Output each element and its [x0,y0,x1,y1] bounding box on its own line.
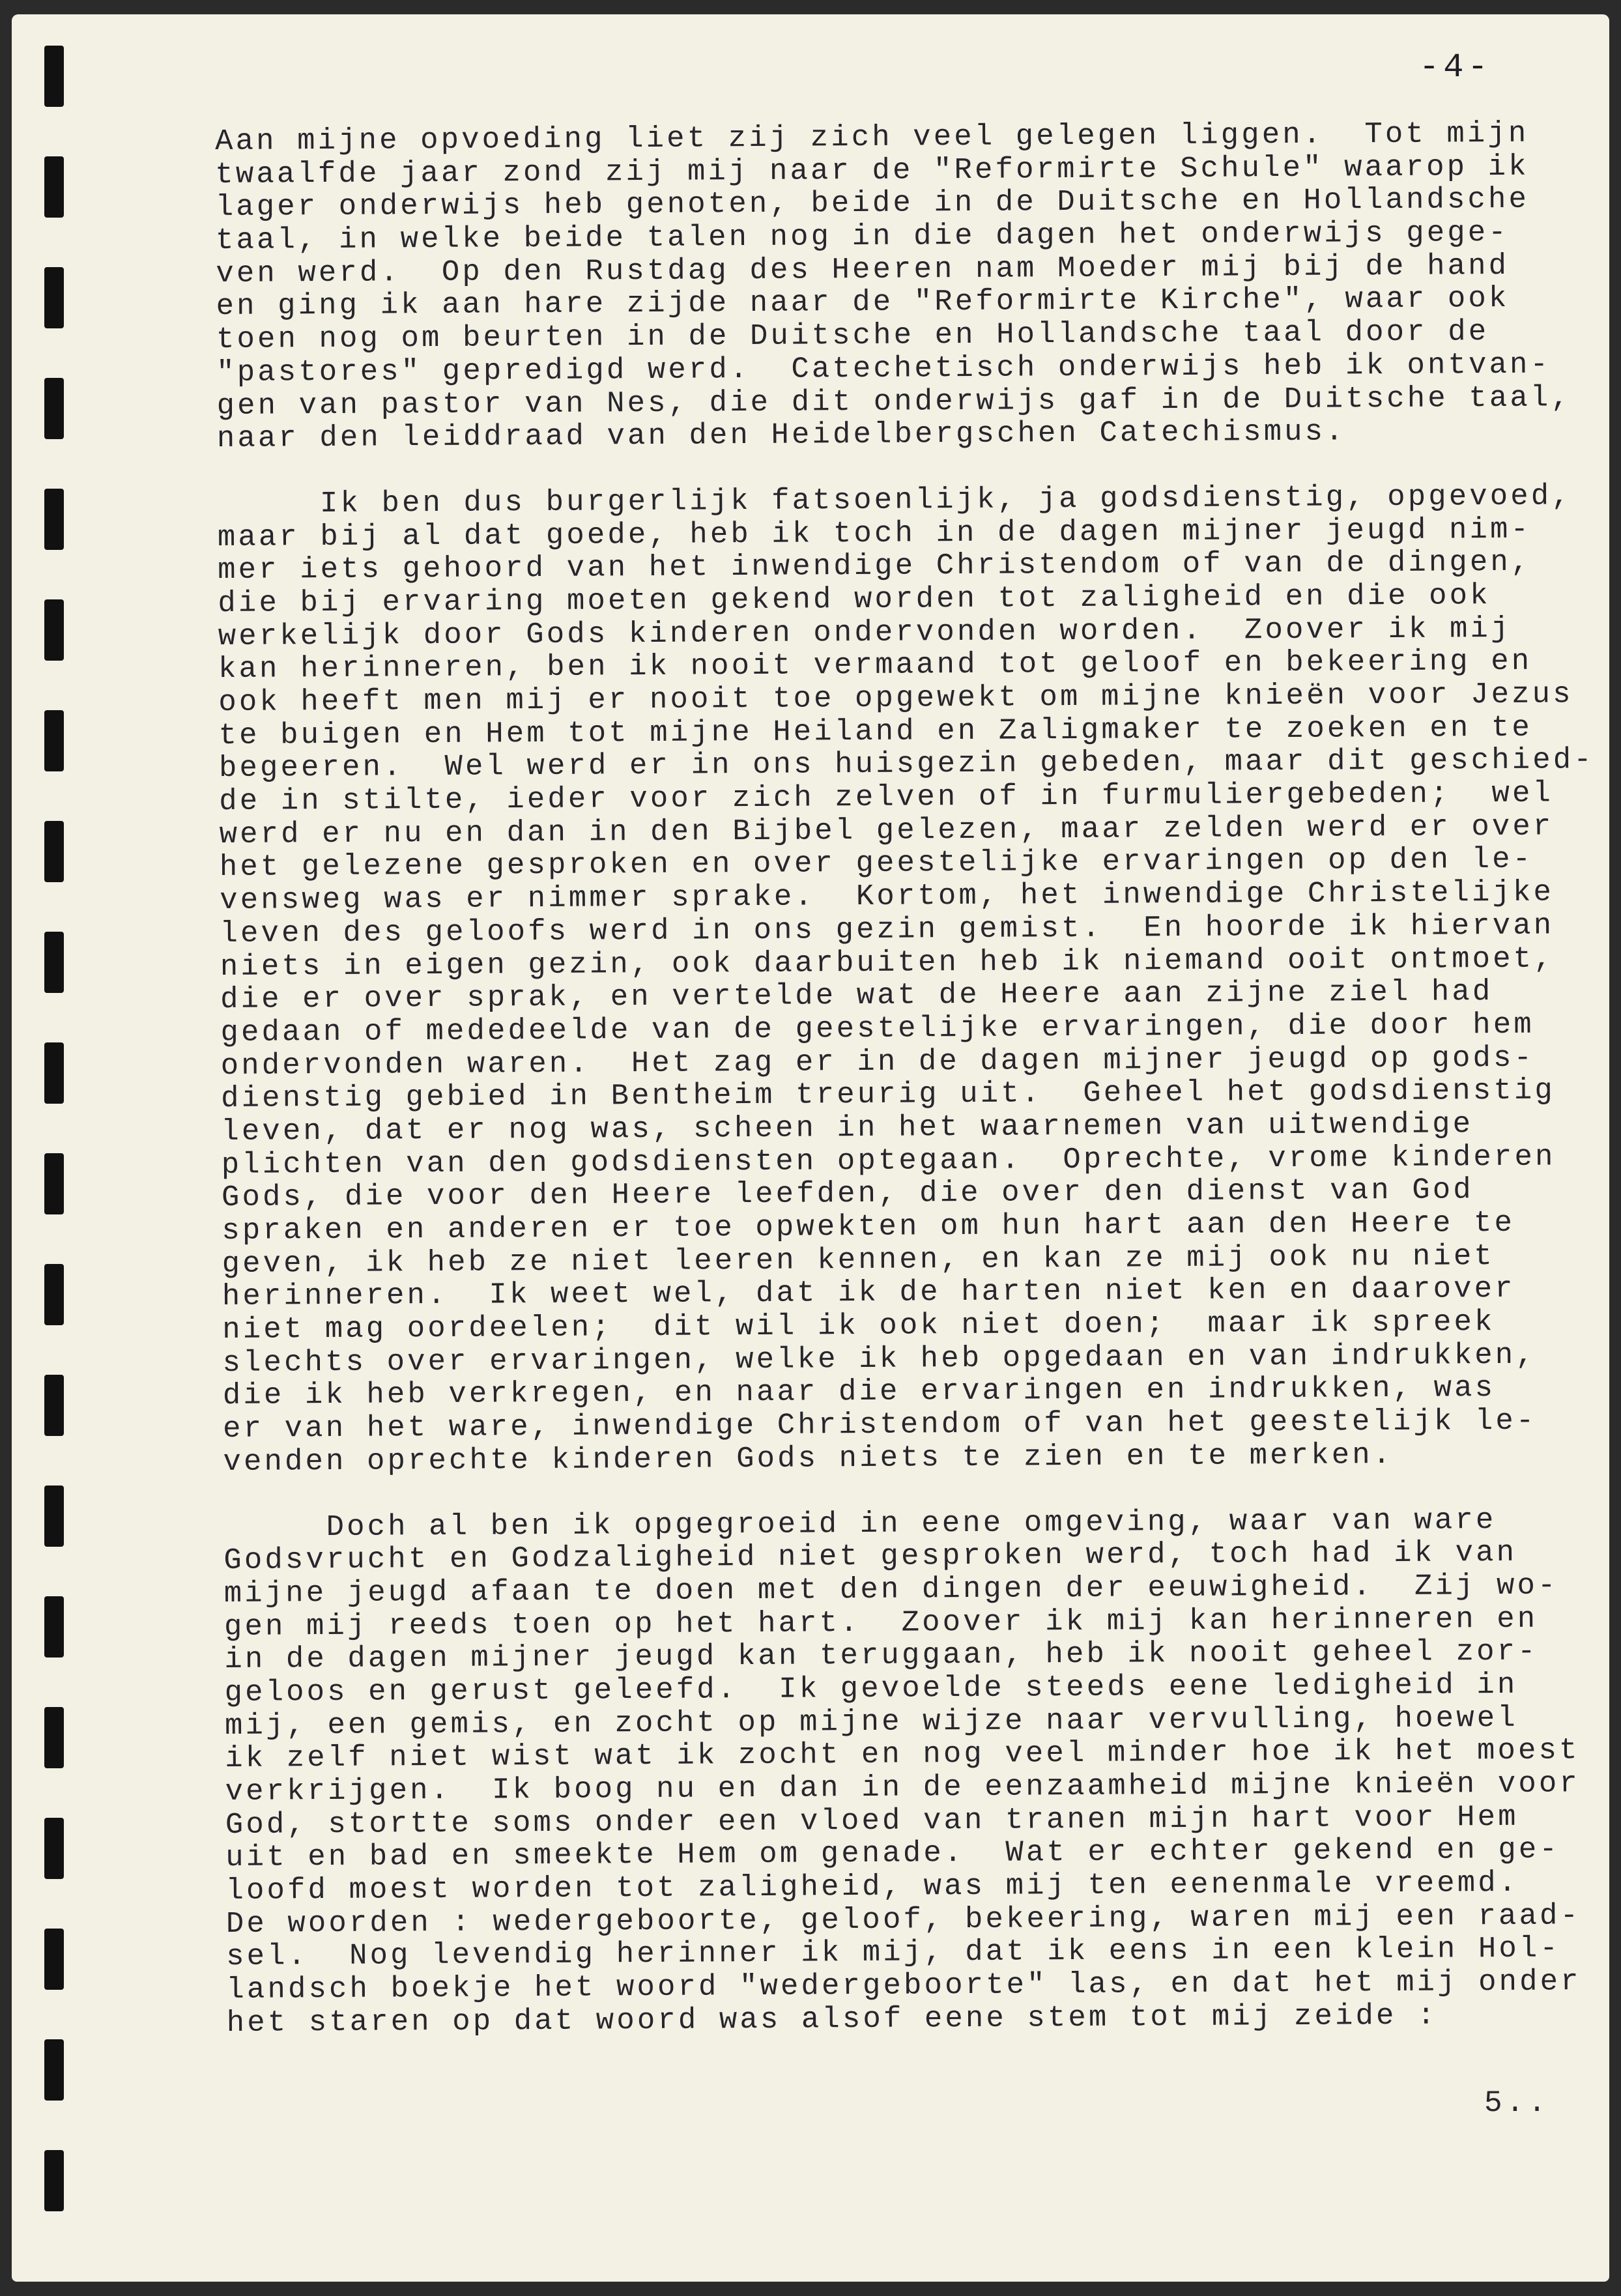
text-line: die ik heb verkregen, en naar die ervaringen en indrukken, was [222,1371,1496,1413]
text-line: mij, een gemis, en zocht op mijne wijze naar vervulling, hoewel [224,1700,1518,1743]
body-text [215,117,1608,2039]
text-line: en ging ik aan hare zijde naar de "Reformirte Kirche", waar ook [216,281,1510,324]
text-line: God, stortte soms onder een vloed van tranen mijn hart voor Hem [225,1800,1519,1842]
text-line: Aan mijne opvoeding liet zij zich veel gelegen liggen. Tot mijn [214,116,1529,158]
text-line: werkelijk door Gods kinderen ondervonden worden. Zoover ik mij [218,611,1512,653]
text-line: kan herinneren, ben ik nooit vermaand tot geloof en bekeering en [218,644,1532,687]
binding-hole [44,599,64,661]
typed-page [12,14,1609,2282]
binding-hole [44,821,64,882]
text-line: er van het ware, inwendige Christendom of van het geestelijk le- [223,1403,1537,1446]
text-line: begeeren. Wel werd er in ons huisgezin gebeden, maar dit geschied- [218,743,1594,786]
text-line: mijne jeugd afaan te doen met den dingen der eeuwigheid. Zij wo- [223,1568,1558,1611]
text-line: naar den leiddraad van den Heidelbergschen Catechismus. [216,414,1346,456]
text-line: gen van pastor van Nes, die dit onderwijs gaf in de Duitsche taal, [216,380,1572,423]
text-line: "pastores" gepredigd werd. Catechetisch onderwijs heb ik ontvan- [216,347,1551,390]
text-line: mer iets gehoord van het inwendige Christendom of van de dingen, [218,545,1532,588]
binding-hole [44,2039,64,2101]
text-line: die er over sprak, en vertelde wat de Heere aan zijne ziel had [220,975,1493,1017]
text-line: dienstig gebied in Bentheim treurig uit. Geheel het godsdienstig [220,1073,1556,1116]
binding-hole [44,1707,64,1768]
text-line: gedaan of mededeelde van de geestelijke ervaringen, die door hem [220,1007,1534,1050]
binding-hole [44,1042,64,1104]
text-line: leven, dat er nog was, scheen in het waarnemen van uitwendige [221,1107,1474,1149]
text-line: venden oprechte kinderen Gods niets te zien en te merken. [223,1437,1394,1479]
binding-hole [44,710,64,771]
text-line: Gods, die voor den Heere leefden, die over den dienst van God [221,1173,1474,1215]
text-line: toen nog om beurten in de Duitsche en Hollandsche taal door de [216,315,1489,357]
binding-hole [44,46,64,107]
text-line: twaalfde jaar zond zij mij naar de "Reformirte Schule" waarop ik [215,149,1529,192]
binding-hole [44,1375,64,1436]
binding-hole [44,267,64,328]
text-line: taal, in welke beide talen nog in die dagen het onderwijs gege- [215,215,1509,258]
page-number: -4- [1419,48,1492,87]
text-line: die bij ervaring moeten gekend worden tot zaligheid en die ook [218,578,1491,620]
binding-hole [44,1596,64,1657]
text-line: in de dagen mijner jeugd kan teruggaan, heb ik nooit geheel zor- [224,1634,1538,1677]
text-line: Godsvrucht en Godzaligheid niet gesproken werd, toch had ik van [223,1536,1517,1578]
text-line: uit en bad en smeekte Hem om genade. Wat er echter gekend en ge- [225,1832,1560,1875]
binding-hole [44,2150,64,2211]
text-line: spraken en anderen er toe opwekten om hun hart aan den Heere te [222,1205,1515,1248]
text-line: geloos en gerust geleefd. Ik gevoelde steeds eene ledigheid in [224,1667,1518,1710]
text-line: verkrijgen. Ik boog nu en dan in de eenzaamheid mijne knieën voor [225,1766,1581,1809]
binding-hole [44,1485,64,1547]
text-line: lager onderwijs heb genoten, beide in de Duitsche en Hollandsche [215,182,1530,225]
text-line: de in stilte, ieder voor zich zelven of in furmuliergebeden; wel [219,776,1554,819]
binding-hole [44,156,64,218]
text-line: vensweg was er nimmer sprake. Kortom, het inwendige Christelijke [220,875,1555,918]
text-line: gen mij reeds toen op het hart. Zoover ik mij kan herinneren en [223,1601,1538,1644]
binding-hole [44,1929,64,1990]
text-line: niet mag oordeelen; dit wil ik ook niet doen; maar ik spreek [222,1305,1495,1347]
binding-hole [44,1153,64,1214]
text-line: ik zelf niet wist wat ik zocht en nog veel minder hoe ik het moest [225,1733,1580,1776]
text-line: te buigen en Hem tot mijne Heiland en Zaligmaker te zoeken en te [218,710,1533,753]
binding-hole [44,378,64,439]
text-line: maar bij al dat goede, heb ik toch in de dagen mijner jeugd nim- [217,512,1532,554]
text-line: Doch al ben ik opgegroeid in eene omgeving, waar van ware [223,1502,1497,1545]
text-line: Ik ben dus burgerlijk fatsoenlijk, ja godsdienstig, opgevoed, [217,479,1572,521]
text-line: leven des geloofs werd in ons gezin gemist. En hoorde ik hiervan [220,908,1555,951]
text-line: ondervonden waren. Het zag er in de dagen mijner jeugd op gods- [220,1040,1535,1083]
continuation-marker: 5.. [1484,2086,1550,2120]
paragraph [223,1503,1608,2040]
binding-hole [44,932,64,993]
text-line: werd er nu en dan in den Bijbel gelezen, maar zelden werd er over [219,809,1554,852]
text-line: herinneren. Ik weet wel, dat ik de harten niet ken en daarover [222,1272,1515,1314]
paragraph [217,480,1604,1479]
text-line: het staren op dat woord was alsof eene stem tot mij zeide : [226,1998,1438,2040]
binding-hole [44,1818,64,1879]
text-line: landsch boekje het woord "wedergeboorte" las, en dat het mij onder [226,1964,1581,2007]
text-line: ook heeft men mij er nooit toe opgewekt om mijne knieën voor Jezus [218,677,1573,719]
text-line: slechts over ervaringen, welke ik heb opgedaan en van indrukken, [222,1338,1537,1380]
text-line: sel. Nog levendig herinner ik mij, dat ik eens in een klein Hol- [226,1931,1561,1974]
text-line: plichten van den godsdiensten optegaan. Oprechte, vrome kinderen [221,1140,1556,1182]
text-line: ven werd. Op den Rustdag des Heeren nam Moeder mij bij de hand [216,248,1510,291]
text-line: geven, ik heb ze niet leeren kennen, en kan ze mij ook nu niet [222,1239,1495,1281]
binding-hole [44,489,64,550]
binding-hole [44,1264,64,1325]
text-line: loofd moest worden tot zaligheid, was mij ten eenenmale vreemd. [225,1865,1519,1908]
paragraph [215,117,1598,455]
text-line: De woorden : wedergeboorte, geloof, bekeering, waren mij een raad- [225,1898,1581,1941]
text-line: niets in eigen gezin, ook daarbuiten heb ik niemand ooit ontmoet, [220,941,1555,984]
text-line: het gelezene gesproken en over geestelijke ervaringen op den le- [219,842,1534,885]
